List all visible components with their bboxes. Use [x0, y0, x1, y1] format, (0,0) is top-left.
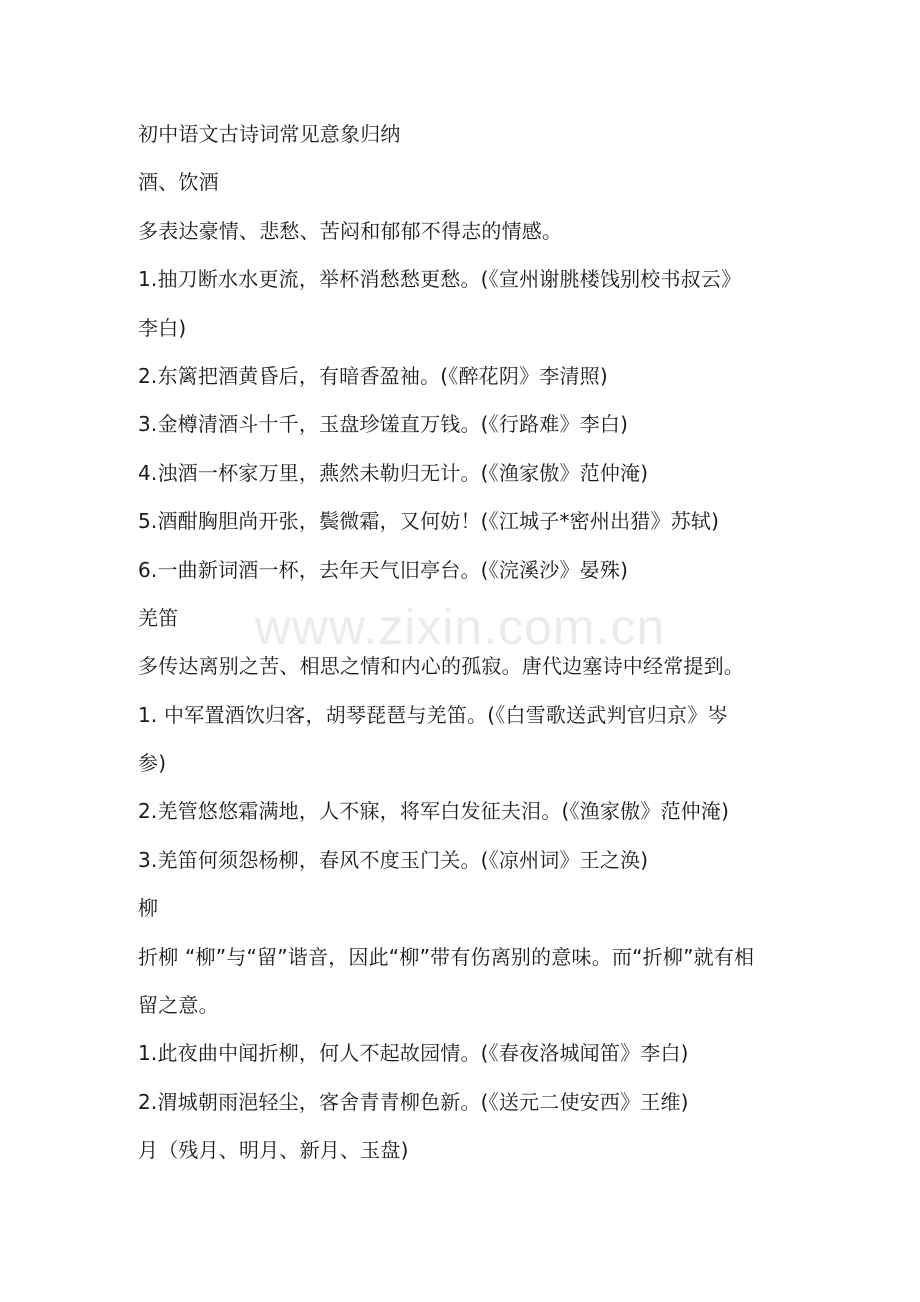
section-heading-moon: 月（残月、明月、新月、玉盘) [138, 1138, 409, 1163]
text-line: 1. 中军置酒饮归客，胡琴琵琶与羌笛。(《白雪歌送武判官归京》岑 [138, 702, 728, 727]
text-line: 4.浊酒一杯家万里，燕然未勒归无计。(《渔家傲》范仲淹) [138, 460, 649, 485]
section-heading-willow: 柳 [138, 896, 159, 921]
document-body [138, 110, 818, 1175]
watermark: www.zixin.com.cn [254, 599, 666, 655]
text-line: 1.抽刀断水水更流，举杯消愁愁更愁。(《宣州谢朓楼饯别校书叔云》 [138, 267, 742, 292]
text-line: 1.此夜曲中闻折柳，何人不起故园情。(《春夜洛城闻笛》李白) [138, 1041, 689, 1066]
text-line: 2.东篱把酒黄昏后，有暗香盈袖。(《醉花阴》李清照) [138, 363, 608, 388]
text-line: 6.一曲新词酒一杯，去年天气旧亭台。(《浣溪沙》晏殊) [138, 557, 629, 582]
text-line: 2.羌管悠悠霜满地，人不寐，将军白发征夫泪。(《渔家傲》范仲淹) [138, 799, 730, 824]
text-line: 2.渭城朝雨浥轻尘，客舍青青柳色新。(《送元二使安西》王维) [138, 1089, 689, 1114]
text-line: 3.金樽清酒斗十千，玉盘珍馐直万钱。(《行路难》李白) [138, 412, 629, 437]
section-heading-wine: 酒、饮酒 [138, 170, 219, 195]
text-line: 5.酒酣胸胆尚开张，鬓微霜，又何妨！(《江城子*密州出猎》苏轼) [138, 509, 720, 534]
section-heading-qiangdi: 羌笛 [138, 605, 179, 630]
text-line: 3.羌笛何须怨杨柳，春风不度玉门关。(《凉州词》王之涣) [138, 847, 649, 872]
text-line: 折柳 “柳”与“留”谐音，因此“柳”带有伤离别的意味。而“折柳”就有相 [138, 944, 755, 969]
text-line: 留之意。 [138, 993, 219, 1018]
text-line: 参) [138, 751, 167, 776]
text-line: 多表达豪情、悲愁、苦闷和郁郁不得志的情感。 [138, 218, 563, 243]
text-line: 李白) [138, 315, 187, 340]
text-line: 多传达离别之苦、相思之情和内心的孤寂。唐代边塞诗中经常提到。 [138, 654, 744, 679]
document-title: 初中语文古诗词常见意象归纳 [138, 122, 401, 146]
